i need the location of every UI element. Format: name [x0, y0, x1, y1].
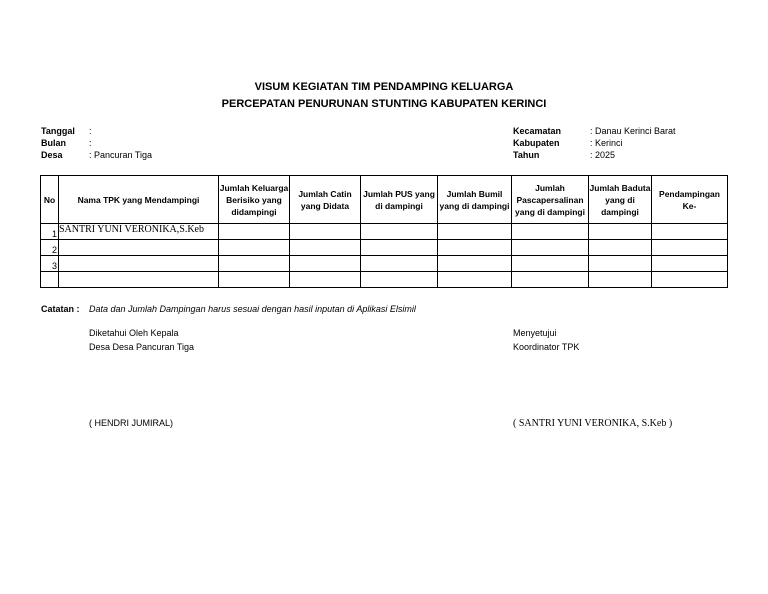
cell-name[interactable]	[59, 240, 219, 256]
cell[interactable]	[361, 224, 438, 240]
table-row	[41, 272, 728, 288]
cell[interactable]	[589, 256, 652, 272]
cell[interactable]	[652, 224, 728, 240]
cell[interactable]	[361, 256, 438, 272]
cell[interactable]	[438, 272, 512, 288]
header-no: No	[41, 176, 59, 224]
cell[interactable]	[512, 224, 589, 240]
info-value: : Danau Kerinci Barat	[590, 126, 676, 136]
info-row-kecamatan	[513, 125, 676, 137]
info-row-desa	[41, 149, 152, 161]
signature-right-line1: Menyetujui	[513, 328, 557, 338]
signature-right-line2: Koordinator TPK	[513, 342, 580, 352]
cell[interactable]	[219, 272, 290, 288]
visum-table	[40, 175, 728, 288]
header-pascapersalinan: Jumlah Pascapersalinan yang di dampingi	[512, 176, 589, 224]
info-row-kabupaten	[513, 137, 676, 149]
cell-name[interactable]	[59, 256, 219, 272]
signature-right	[513, 326, 579, 354]
catatan-label: Catatan :	[41, 304, 80, 314]
table-header-row	[41, 176, 728, 224]
info-label: Tahun	[513, 150, 540, 160]
cell-no: 2	[41, 240, 59, 256]
info-label: Kecamatan	[513, 126, 562, 136]
info-value: :	[89, 138, 92, 148]
cell[interactable]	[361, 272, 438, 288]
cell-no: 3	[41, 256, 59, 272]
header-keluarga-berisiko: Jumlah Keluarga Berisiko yang didampingi	[219, 176, 290, 224]
info-row-tahun	[513, 149, 676, 161]
cell[interactable]	[589, 240, 652, 256]
cell[interactable]	[652, 256, 728, 272]
signature-right-name: ( SANTRI YUNI VERONIKA, S.Keb )	[513, 418, 673, 429]
info-row-tanggal	[41, 125, 152, 137]
cell[interactable]	[290, 272, 361, 288]
cell[interactable]	[290, 224, 361, 240]
catatan-text: Data dan Jumlah Dampingan harus sesuai dengan hasil inputan di Aplikasi Elsimil	[89, 304, 416, 314]
cell[interactable]	[219, 256, 290, 272]
header-pendampingan: Pendampingan Ke-	[652, 176, 728, 224]
info-value: : Pancuran Tiga	[89, 150, 153, 160]
cell[interactable]	[512, 272, 589, 288]
info-label: Bulan	[41, 138, 67, 148]
cell[interactable]	[589, 224, 652, 240]
header-bumil: Jumlah Bumil yang di dampingi	[438, 176, 512, 224]
cell[interactable]	[438, 256, 512, 272]
info-label: Desa	[41, 150, 63, 160]
cell[interactable]	[438, 240, 512, 256]
cell[interactable]	[290, 240, 361, 256]
cell[interactable]	[219, 224, 290, 240]
cell-no	[41, 272, 59, 288]
header-baduta: Jumlah Baduta yang di dampingi	[589, 176, 652, 224]
header-catin: Jumlah Catin yang Didata	[290, 176, 361, 224]
cell[interactable]	[512, 256, 589, 272]
info-value: :	[89, 126, 92, 136]
header-nama-tpk: Nama TPK yang Mendampingi	[59, 176, 219, 224]
signature-left	[89, 326, 194, 354]
info-left	[41, 125, 152, 161]
table-row	[41, 256, 728, 272]
cell-no: 1	[41, 224, 59, 240]
info-value: : 2025	[590, 150, 616, 160]
cell[interactable]	[290, 256, 361, 272]
cell[interactable]	[652, 240, 728, 256]
info-right	[513, 125, 676, 161]
cell-name[interactable]	[59, 272, 219, 288]
info-row-bulan	[41, 137, 152, 149]
header-pus: Jumlah PUS yang di dampingi	[361, 176, 438, 224]
signature-left-line1: Diketahui Oleh Kepala	[89, 328, 179, 338]
cell[interactable]	[512, 240, 589, 256]
cell[interactable]	[361, 240, 438, 256]
signature-left-name: ( HENDRI JUMIRAL)	[89, 418, 174, 428]
document-title: VISUM KEGIATAN TIM PENDAMPING KELUARGA	[254, 81, 514, 93]
signature-left-line2: Desa Desa Pancuran Tiga	[89, 342, 195, 352]
info-label: Kabupaten	[513, 138, 560, 148]
cell[interactable]	[652, 272, 728, 288]
cell[interactable]	[219, 240, 290, 256]
info-label: Tanggal	[41, 126, 75, 136]
cell[interactable]	[438, 224, 512, 240]
table-row	[41, 224, 728, 240]
document-subtitle: PERCEPATAN PENURUNAN STUNTING KABUPATEN KERINCI	[221, 98, 547, 110]
cell-name[interactable]: SANTRI YUNI VERONIKA,S.Keb	[59, 224, 219, 240]
table-row	[41, 240, 728, 256]
info-value: : Kerinci	[590, 138, 623, 148]
cell[interactable]	[589, 272, 652, 288]
